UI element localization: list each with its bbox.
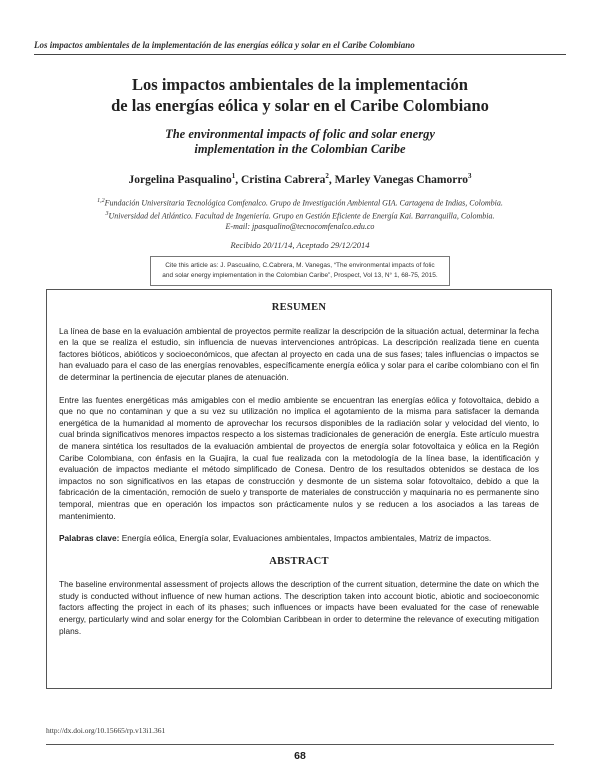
- received-accepted-dates: Recibido 20/11/14, Aceptado 29/12/2014: [230, 240, 370, 250]
- abstract-box: [46, 289, 552, 689]
- resumen-heading: RESUMEN: [271, 302, 327, 313]
- header-rule: [34, 54, 566, 55]
- article-title-es: [40, 74, 560, 116]
- page-number: 68: [294, 750, 306, 762]
- citation-box: Cite this article as: J. Pascualino, C.Cabrera, M. Vanegas, “The environmental impacts of folic and solar energy implementation in the Colombian Caribe”, Prospect, Vol 13, N° 1, 68-75, 2015.: [150, 256, 450, 286]
- affiliation-1: [40, 196, 560, 209]
- author-sup: 2: [325, 172, 329, 180]
- abstract-paragraph-1: The baseline environmental assessment of projects allows the description of the current situation, determine the date on which the study is conducted without influence of new human actions. The description taken into account biotic, abiotic and socioeconomic factors affecting the project in each of its phases; such influences or impacts have been evaluated for the case of renewable energy, particularly wind and solar energy for the Colombian Caribbean in order to determine the relevance of executing mitigation plans.: [59, 579, 539, 636]
- resumen-paragraph-1: La línea de base en la evaluación ambiental de proyectos permite realizar la descripción de la situación actual, determinar la fecha en la que se realiza el estudio, sin influencia de nuevas intervenciones antrópicas. La descripción realizada tiene en cuenta factores bióticos, abióticos y socioeconómicos, que afectan al proyecto en cada una de sus fases; tales influencias o impactos se han evaluado para el caso de las energías renovables, específicamente energía eólica y solar para el caribe colombiano con el fin de determinar la pertinencia de ejecutar planes de atenuación.: [59, 325, 539, 382]
- affiliation-1-text: Fundación Universitaria Tecnológica Comfenalco. Grupo de Investigación Ambiental GIA. Cartagena de Indias, Colombia.: [104, 198, 503, 208]
- author-name: Cristina Cabrera: [240, 173, 326, 186]
- title-es-line-2: de las energías eólica y solar en el Caribe Colombiano: [111, 96, 489, 115]
- author-name: Marley Vanegas Chamorro: [334, 173, 468, 186]
- title-en-line-1: The environmental impacts of folic and solar energy: [165, 127, 435, 141]
- affiliation-2-sup: 3: [105, 210, 109, 217]
- author-sup: 3: [467, 172, 472, 180]
- footer-rule: [46, 744, 554, 745]
- email: E-mail: jpasqualino@tecnocomfenalco.edu.co: [225, 222, 375, 232]
- article-title-en: [40, 127, 560, 157]
- author-sup: 1: [231, 172, 236, 180]
- title-es-line-1: Los impactos ambientales de la implementación: [132, 75, 468, 94]
- keywords-label: Palabras clave:: [59, 533, 120, 544]
- abstract-heading: ABSTRACT: [269, 555, 329, 567]
- affiliation-2-text: Universidad del Atlántico. Facultad de Ingeniería. Grupo en Gestión Eficiente de Energía Kai. Barranquilla, Colombia.: [108, 211, 495, 221]
- title-en-line-2: implementation in the Colombian Caribe: [194, 142, 406, 156]
- affiliation-2: [40, 209, 560, 222]
- author-list: Jorgelina Pasqualino$^1$, Cristina Cabrera$^2$, Marley Vanegas Chamorro$^3$: [128, 172, 472, 186]
- keywords-text: Energía eólica, Energía solar, Evaluaciones ambientales, Impactos ambientales, Matriz de impactos.: [121, 533, 492, 544]
- keywords: [59, 533, 539, 545]
- doi-link[interactable]: http://dx.doi.org/10.15665/rp.v13i1.361: [46, 726, 166, 735]
- running-head: Los impactos ambientales de la implementación de las energías eólica y solar en el Caribe Colombiano: [34, 40, 415, 50]
- resumen-paragraph-2: Entre las fuentes energéticas más amigables con el medio ambiente se encuentran las energías eólica y fotovoltaica, debido a que no que no contaminan y que a su vez su utilización no implica el agotamiento de la misma para satisfacer la demanda energética de la humanidad al momento de aprovechar los recursos disponibles de la radiación solar y velocidad del viento, lo cual brinda significativos menores impactos respecto a los sistemas tradicionales de generación de energía. Este artículo muestra de manera sintética los resultados de la evaluación ambiental de proyectos de energía solar fotovoltaica y eólica en la Región Caribe Colombiana, con énfasis en la Guajira, la cual fue realizada con la metodología de la línea base, la identificación y evaluación de impactos mediante el método simplificado de Conesa. Dentro de los resultados obtenidos se destaca de los impactos no son significativos en las etapas de construcción y desmonte de un sistema solar fotovoltaico, debido a que la fabricación de la cimentación, remoción de suelo y transporte de materiales de construcción y maquinaria no es permanente sino temporal, mientras que en operación los impactos son prácticamente nulos y se reducen a los asociados a las tareas de mantenimiento.: [59, 394, 539, 521]
- affiliation-1-sup: 1,2: [97, 198, 105, 204]
- author-name: Jorgelina Pasqualino: [128, 173, 232, 186]
- affiliations: [40, 196, 560, 232]
